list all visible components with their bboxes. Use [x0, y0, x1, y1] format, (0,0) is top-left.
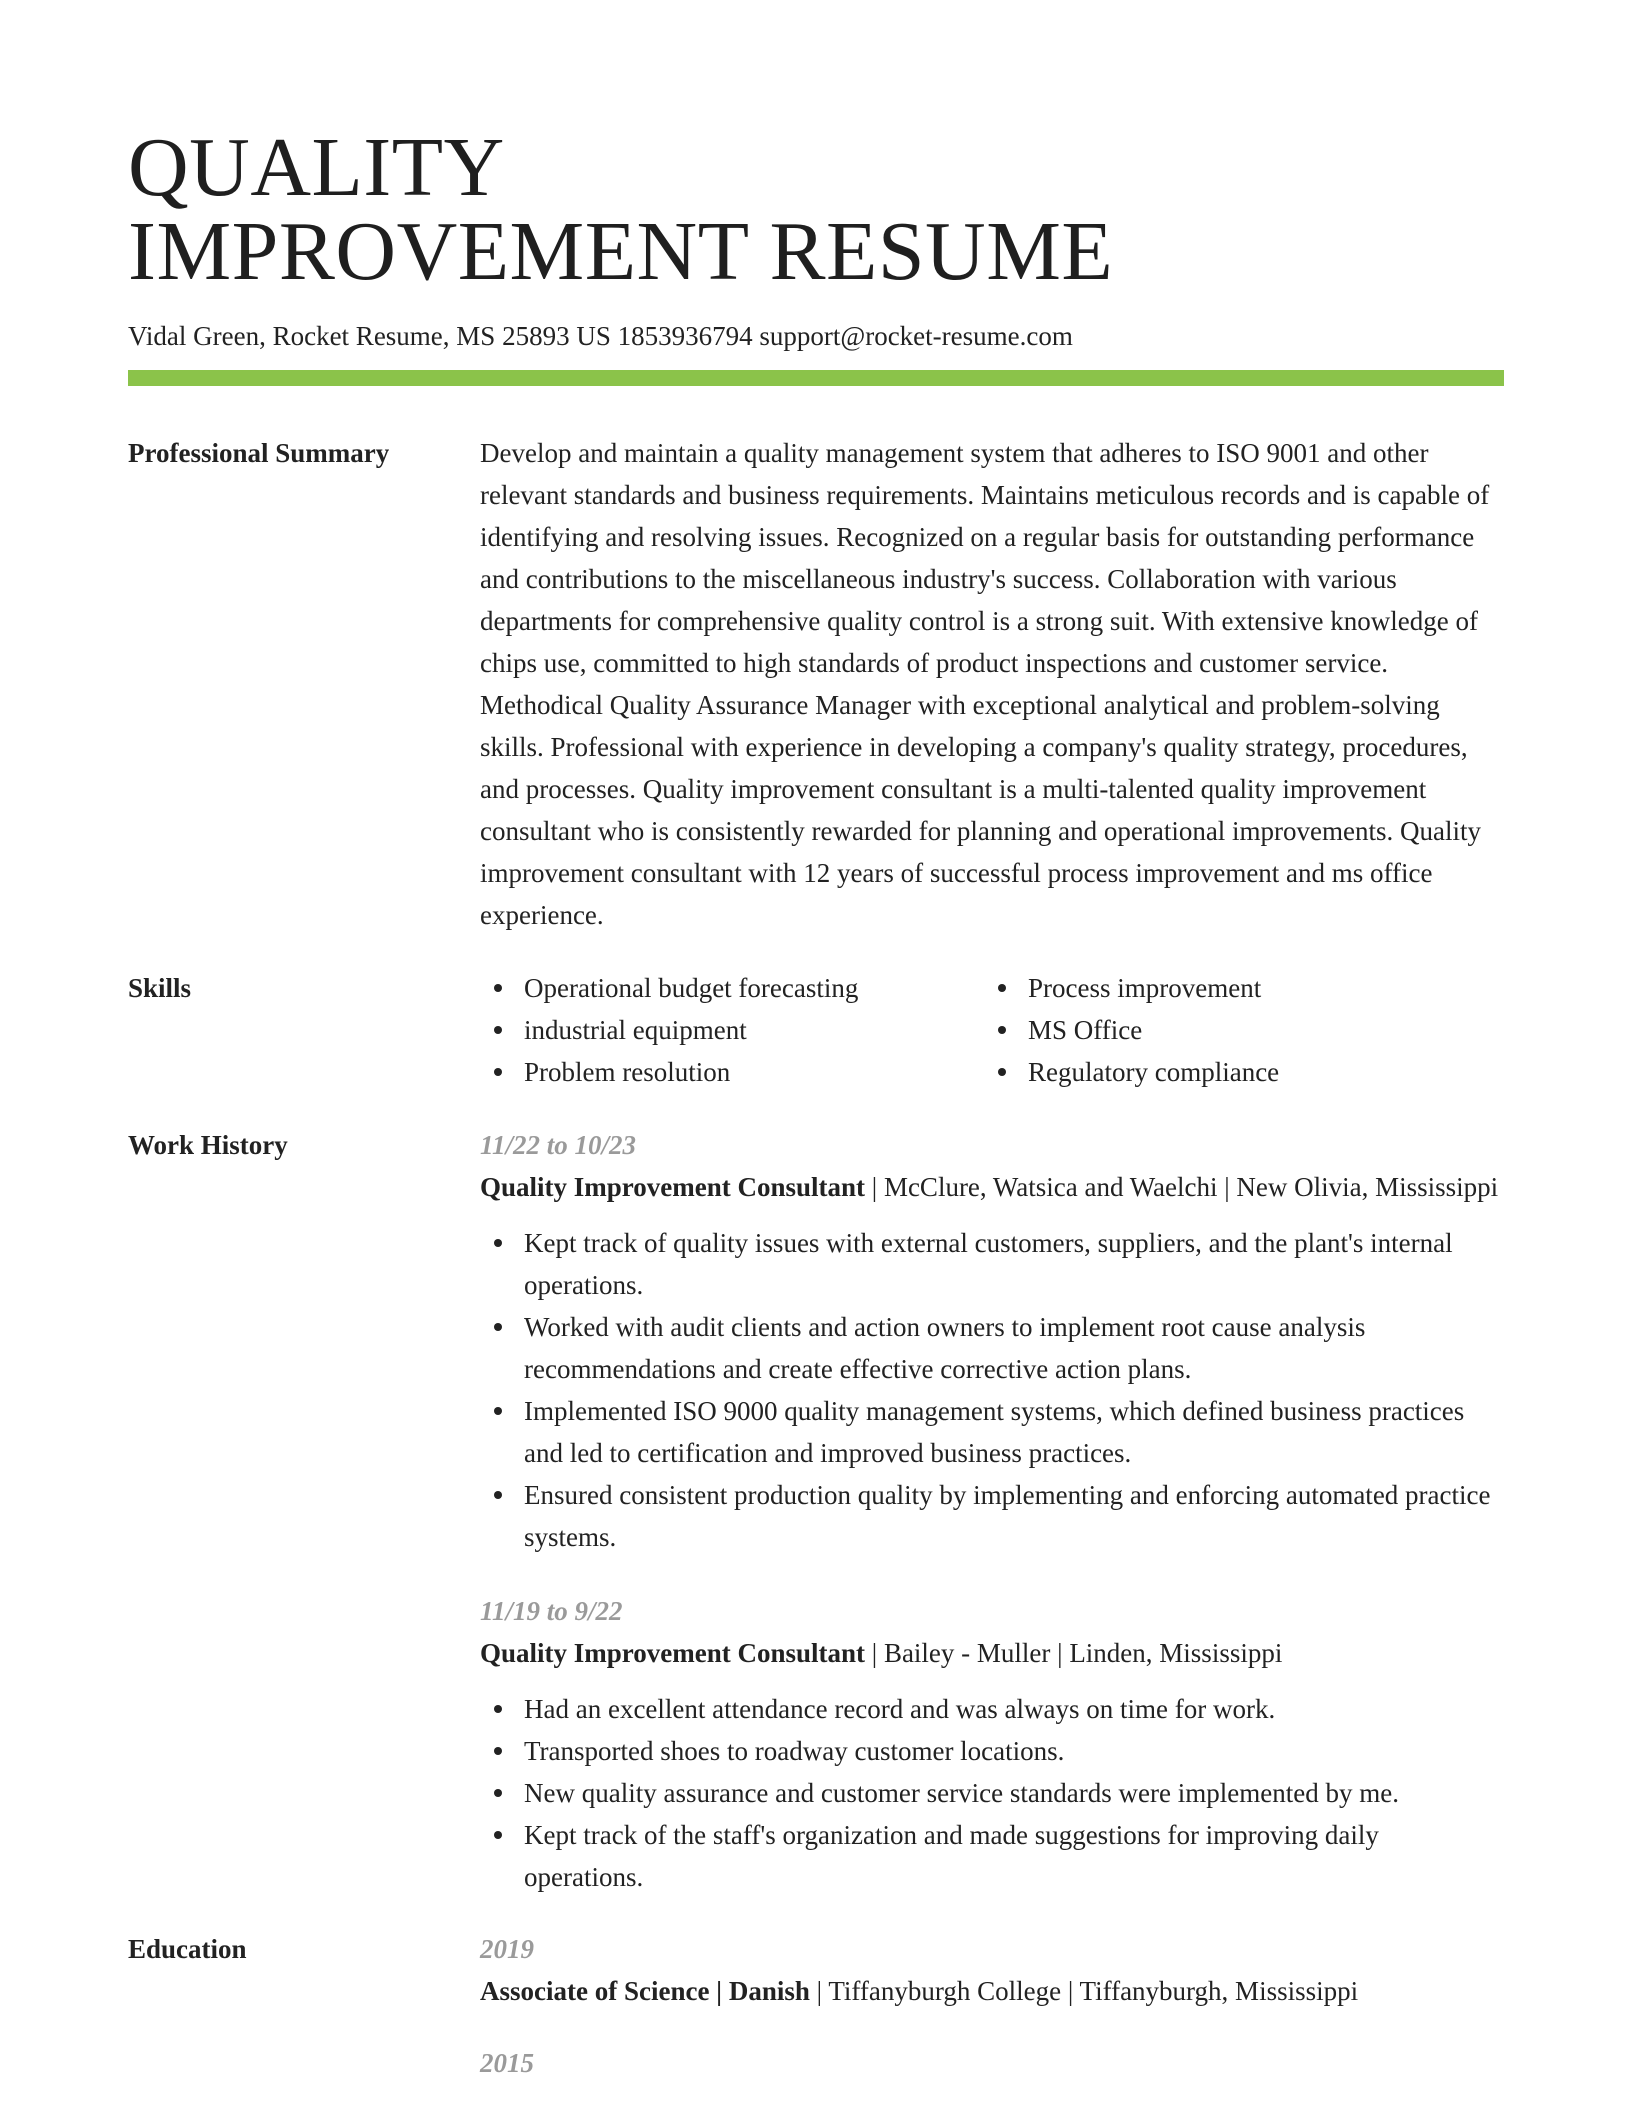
job-location: | New Olivia, Mississippi — [1217, 1172, 1498, 1202]
education-location: | Tiffanyburgh, Mississippi — [1061, 1976, 1358, 2006]
summary-heading: Professional Summary — [128, 438, 390, 468]
work-heading: Work History — [128, 1130, 288, 1160]
skills-list — [480, 967, 1504, 1093]
skill-item: industrial equipment — [480, 1009, 984, 1051]
work-section — [128, 1124, 1504, 1928]
education-heading: Education — [128, 1934, 247, 1964]
job-entry — [480, 1124, 1504, 1558]
skill-item: Operational budget forecasting — [480, 967, 984, 1009]
job-bullet: Kept track of quality issues with external customers, suppliers, and the plant's internal operations. — [480, 1222, 1504, 1306]
job-dates: 11/22 to 10/23 — [480, 1130, 637, 1160]
summary-body — [480, 432, 1504, 936]
job-header — [480, 1632, 1504, 1674]
job-bullet: Kept track of the staff's organization and made suggestions for improving daily operations. — [480, 1814, 1504, 1898]
skills-body — [480, 967, 1504, 1093]
education-section — [128, 1928, 1504, 2084]
skill-item: MS Office — [984, 1009, 1488, 1051]
job-bullet: Had an excellent attendance record and was always on time for work. — [480, 1688, 1504, 1730]
skills-section — [128, 967, 1504, 1093]
education-detail — [480, 1970, 1504, 2012]
work-body — [480, 1124, 1504, 1928]
skill-item: Regulatory compliance — [984, 1051, 1488, 1093]
summary-text: Develop and maintain a quality management system that adheres to ISO 9001 and other relevant standards and business requirements. Maintains meticulous records and is capable of identifying and resolving issues. Recognized on a regular basis for outstanding performance and contributions to the miscellaneous industry's success. Collaboration with various departments for comprehensive quality control is a strong suit. With extensive knowledge of chips use, committed to high standards of product inspections and customer service. Methodical Quality Assurance Manager with exceptional analytical and problem-solving skills. Professional with experience in developing a company's quality strategy, procedures, and processes. Quality improvement consultant is a multi-talented quality improvement consultant who is consistently rewarded for planning and operational improvements. Quality improvement consultant with 12 years of successful process improvement and ms office experience. — [480, 438, 1490, 930]
accent-divider — [128, 370, 1504, 386]
job-title: Quality Improvement Consultant — [480, 1638, 866, 1668]
job-bullet: Worked with audit clients and action owners to implement root cause analysis recommendations and create effective corrective action plans. — [480, 1306, 1504, 1390]
job-bullets — [480, 1688, 1504, 1898]
education-entry — [480, 2042, 1504, 2084]
skill-item: Problem resolution — [480, 1051, 984, 1093]
job-bullets — [480, 1222, 1504, 1558]
contact-email: support@rocket-resume.com — [759, 321, 1073, 351]
education-entry — [480, 1928, 1504, 2012]
job-bullet: New quality assurance and customer service standards were implemented by me. — [480, 1772, 1504, 1814]
job-entry — [480, 1590, 1504, 1898]
education-year: 2019 — [480, 1934, 534, 1964]
job-bullet: Ensured consistent production quality by implementing and enforcing automated practice systems. — [480, 1474, 1504, 1558]
resume-page — [128, 121, 1504, 2084]
education-year: 2015 — [480, 2048, 534, 2078]
contact-city: Rocket Resume, — [272, 321, 450, 351]
summary-section — [128, 432, 1504, 936]
contact-phone: 1853936794 — [617, 321, 753, 351]
contact-name: Vidal Green, — [128, 321, 266, 351]
job-location: | Linden, Mississippi — [1050, 1638, 1282, 1668]
resume-title — [128, 121, 1504, 298]
skill-item: Process improvement — [984, 967, 1488, 1009]
title-line-1: QUALITY — [128, 121, 505, 214]
education-body — [480, 1928, 1504, 2084]
job-bullet: Implemented ISO 9000 quality management systems, which defined business practices and led to certification and improved business practices. — [480, 1390, 1504, 1474]
title-line-2: IMPROVEMENT RESUME — [128, 205, 1114, 298]
job-title: Quality Improvement Consultant — [480, 1172, 866, 1202]
skills-heading: Skills — [128, 973, 192, 1003]
education-degree: Associate of Science | Danish — [480, 1976, 810, 2006]
job-company: | Bailey - Muller — [865, 1638, 1050, 1668]
job-company: | McClure, Watsica and Waelchi — [865, 1172, 1217, 1202]
contact-line — [128, 320, 1504, 352]
job-dates: 11/19 to 9/22 — [480, 1596, 623, 1626]
job-header — [480, 1166, 1504, 1208]
job-bullet: Transported shoes to roadway customer locations. — [480, 1730, 1504, 1772]
education-school: | Tiffanyburgh College — [810, 1976, 1061, 2006]
contact-country: US — [576, 321, 611, 351]
contact-state-zip: MS 25893 — [456, 321, 570, 351]
